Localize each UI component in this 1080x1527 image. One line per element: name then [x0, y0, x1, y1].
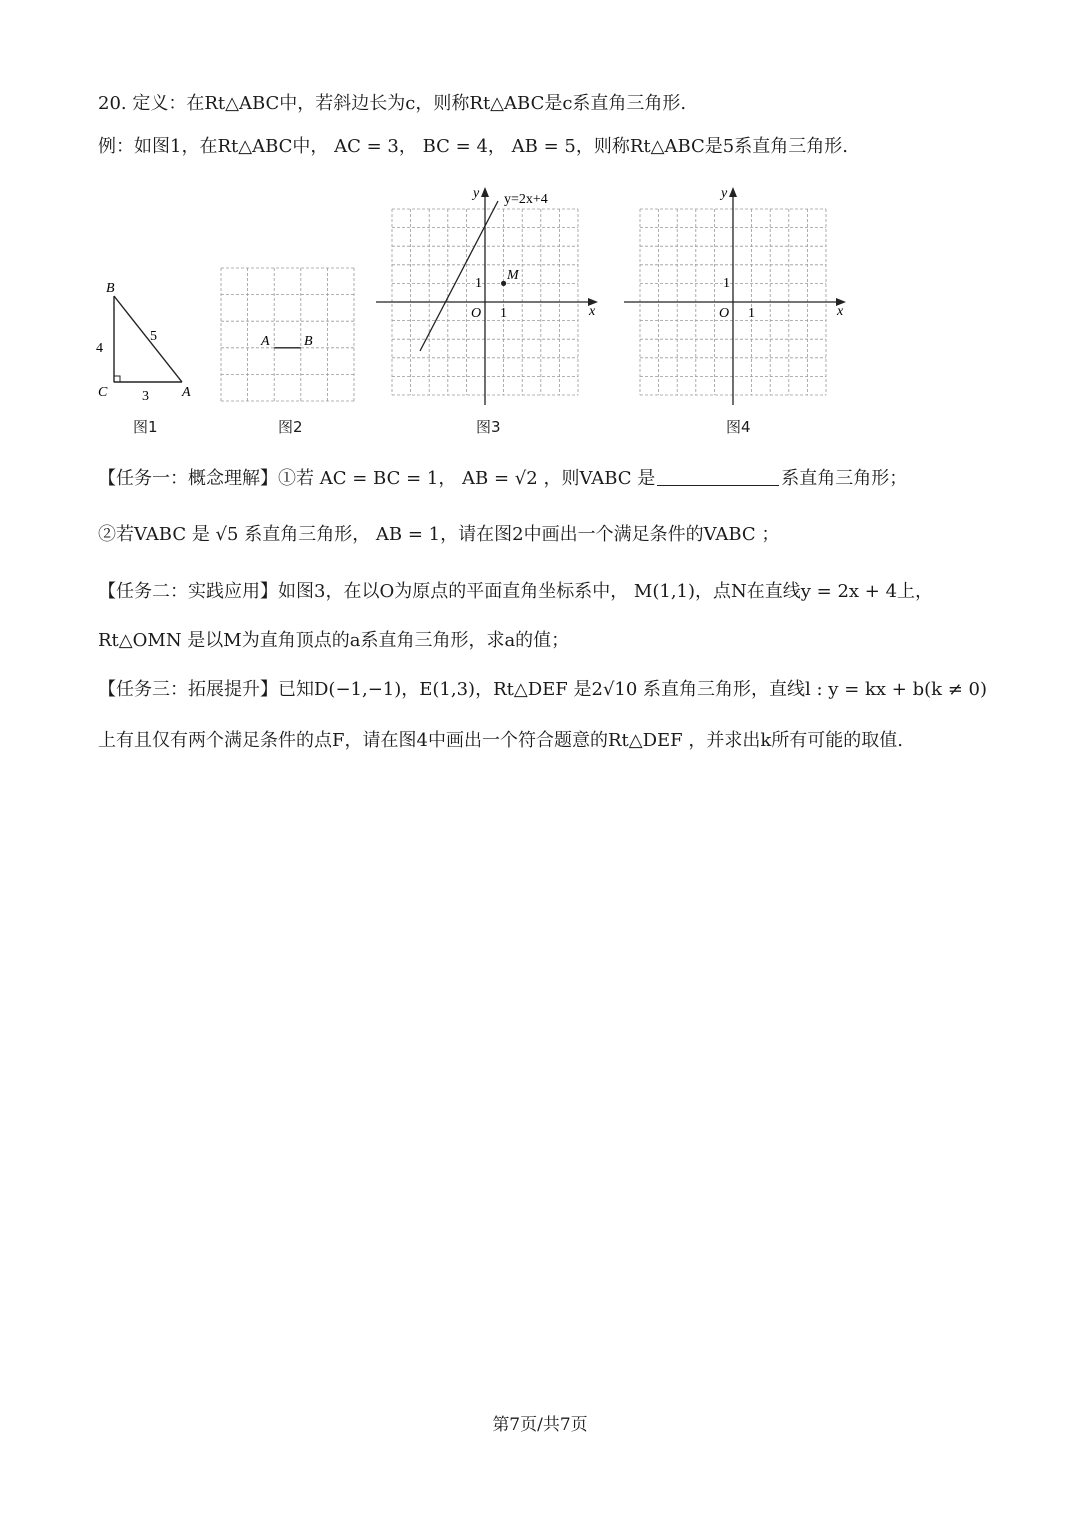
figure-2-caption: 图2	[278, 418, 303, 436]
figure-3-caption: 图3	[476, 418, 501, 436]
fig3-x-label: x	[589, 304, 596, 319]
figure-2-grid	[221, 268, 355, 402]
figure-1	[90, 270, 210, 410]
page-footer: 第7页/共7页	[492, 1415, 588, 1435]
figure-2	[221, 268, 355, 402]
fig1-side-3: 3	[142, 389, 149, 404]
fig3-origin: O	[471, 306, 482, 321]
fig4-x-label: x	[837, 304, 844, 319]
task-1-line	[98, 466, 907, 492]
fig1-label-a: A	[182, 385, 191, 400]
figure-4-plane	[622, 183, 852, 408]
fig4-one-y: 1	[723, 276, 730, 291]
problem-example: 例：如图1，在Rt△ABC中， AC = 3， BC = 4， AB = 5，则称Rt△ABC是5系直角三角形.	[98, 136, 848, 157]
task-2-line-2: Rt△OMN 是以M为直角顶点的a系直角三角形，求a的值；	[98, 630, 570, 651]
fig3-one-x: 1	[500, 306, 507, 321]
fig4-y-label: y	[721, 186, 728, 201]
task-1-suffix: 系直角三角形；	[781, 468, 908, 489]
figure-4-caption: 图4	[726, 418, 751, 436]
figure-3	[374, 183, 604, 408]
fig4-origin: O	[719, 306, 730, 321]
task-1-part-2: ②若VABC 是 √5 系直角三角形， AB = 1，请在图2中画出一个满足条件的VABC ；	[98, 524, 780, 545]
fig3-line-label: y=2x+4	[504, 192, 548, 207]
task-3-line-1: 【任务三：拓展提升】已知D(−1,−1)，E(1,3)，Rt△DEF 是2√10 系直角三角形，直线l : y = kx + b(k ≠ 0)	[98, 679, 988, 700]
fig2-label-b: B	[304, 334, 313, 349]
problem-definition: 20. 定义：在Rt△ABC中，若斜边长为c，则称Rt△ABC是c系直角三角形.	[98, 93, 687, 114]
task-2-line-1: 【任务二：实践应用】如图3，在以O为原点的平面直角坐标系中， M(1,1)，点N在直线y = 2x + 4上，	[98, 581, 934, 602]
figure-1-triangle	[90, 270, 210, 410]
figure-4	[622, 183, 852, 408]
fig2-label-a: A	[261, 334, 270, 349]
task-1-text: 【任务一：概念理解】①若 AC = BC = 1， AB = √2 ，则VABC 是	[98, 468, 656, 489]
task-3-line-2: 上有且仅有两个满足条件的点F，请在图4中画出一个符合题意的Rt△DEF ，并求出k所有可能的取值.	[98, 730, 903, 751]
fig1-label-b: B	[106, 281, 115, 296]
fig4-one-x: 1	[748, 306, 755, 321]
fig3-y-label: y	[473, 186, 480, 201]
fig1-side-5: 5	[150, 329, 157, 344]
fig1-side-4: 4	[96, 341, 103, 356]
figure-3-plane	[374, 183, 604, 408]
fig3-point-m: M	[507, 268, 519, 283]
fig1-label-c: C	[98, 385, 108, 400]
fig3-one-y: 1	[475, 276, 482, 291]
figure-1-caption: 图1	[133, 418, 158, 436]
answer-blank	[657, 467, 779, 486]
